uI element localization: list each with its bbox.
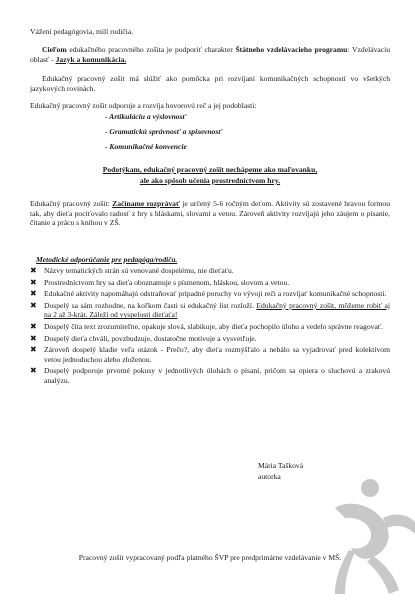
subarea-item: - Komunikačné konvencie bbox=[105, 142, 187, 151]
list-item: ✖ Edukačné aktivity napomáhajú odstraňovať prípadné poruchy vo vývoji reči a rozvíjať komunikačné schopnosti. bbox=[30, 289, 387, 299]
subarea-item: - Gramatickú správnosť a spisovnosť bbox=[105, 127, 223, 136]
publisher-logo-icon bbox=[315, 478, 415, 600]
footer-note: Pracovný zošit vypracovaný podľa platného ŠVP pre predprimárne vzdelávanie v MŠ. bbox=[78, 553, 342, 562]
list-item: ✖ Dospelý číta text zrozumiteľne, opakuje slová, slabikuje, aby dieťa pochopilo úlohu a vedelo správne reagovať. bbox=[30, 321, 383, 331]
intro-label: Cieľom bbox=[42, 45, 67, 54]
bullet-x-icon: ✖ bbox=[30, 300, 37, 310]
intro-text2: : Vzdelávaciu oblasť - bbox=[30, 45, 391, 64]
intro-paragraph bbox=[30, 45, 390, 64]
bullet-x-icon: ✖ bbox=[30, 321, 37, 331]
bullet-x-icon: ✖ bbox=[30, 345, 37, 355]
list-item: ✖ Dospelý dieťa chváli, povzbudzuje, dostatočne motivuje a vysvetľuje. bbox=[30, 333, 257, 343]
notes-heading: Metodické odporúčanie pre pedagóga/rodiča. bbox=[36, 255, 178, 264]
subarea-item: - Artikuláciu a výslovnosť bbox=[105, 112, 187, 121]
paragraph-purpose: Edukačný pracovný zošit má slúžiť ako pomôcka pri rozvíjaní komunikačných schopností vo všetkých jazykových rovinách. bbox=[30, 74, 390, 93]
intro-area: Jazyk a komunikácia. bbox=[55, 54, 127, 64]
list-item: ✖ Názvy tematických strán sú venované dospelému, nie dieťaťu. bbox=[30, 266, 234, 275]
list-item: ✖ Dospelý sa sám rozhodne, na koľkom časti si edukačný list rozloží. Edukačný pracovný zošit, môžeme robiť aj na 2 až 3-krát. Záleží od vyspelosti dieťaťa! bbox=[30, 300, 391, 320]
recommendations-list bbox=[30, 266, 390, 386]
bullet-x-icon: ✖ bbox=[30, 266, 37, 275]
workbook-title: Začíname rozprávať bbox=[112, 199, 180, 208]
greeting: Vážení pedagógovia, milí rodičia. bbox=[30, 27, 134, 36]
emphasis-line: Podotýkam, edukačný pracovný zošit nechápeme ako maľovanku, bbox=[102, 165, 318, 174]
paragraph-description bbox=[30, 199, 390, 228]
description-text2: je určený 5-6 ročným deťom. Aktivity sú zostavené hravou formou tak, aby dieťa pociťovalo radosť z hry s hláskami, slovami a vetou. Zároveň aktivity rozvíjajú jeho záujem o písanie, čítanie a prácu s knihou v ZŠ. bbox=[30, 199, 391, 228]
list-item: ✖ Prostredníctvom hry sa dieťa oboznamuje s písmenom, hláskou, slovom a vetou. bbox=[30, 277, 290, 287]
bullet-x-icon: ✖ bbox=[30, 333, 37, 343]
list-item: ✖ Dospelý podporuje prvotné pokusy v jednotlivých úlohách o písaní, pričom sa opiera o sluchovú a zrakovú analýzu. bbox=[30, 366, 390, 385]
bullet-x-icon: ✖ bbox=[30, 289, 37, 299]
author-name: Mária Tašková bbox=[258, 461, 304, 470]
author-role: autorka bbox=[258, 472, 281, 481]
bullet-underlined-note: Edukačný pracovný zošit, môžeme robiť aj na 2 až 3-krát. Záleží od vyspelosti dieťaťa! bbox=[44, 300, 391, 320]
paragraph-subareas-intro: Edukačný pracovný zošit odporuje a rozvíja hovorovú reč a jej podoblasti: bbox=[30, 101, 257, 110]
bullet-x-icon: ✖ bbox=[30, 366, 37, 376]
bullet-x-icon: ✖ bbox=[30, 277, 37, 287]
intro-text1: edukačného pracovného zošita je podporiť charakter bbox=[66, 45, 236, 54]
description-text1: Edukačný pracovný zošit: bbox=[30, 199, 113, 208]
list-item: ✖ Zároveň dospelý kladie veľa otázok - Prečo?, aby dieťa rozmýšľalo a nebálo sa vyjadrovať pred kolektívom vetou jednoduchou alebo zloženou. bbox=[30, 345, 390, 364]
emphasis-line: ale ako spôsob učenia prostredníctvom hry. bbox=[139, 176, 281, 185]
intro-program: Štátneho vzdelávacieho programu bbox=[235, 45, 348, 54]
